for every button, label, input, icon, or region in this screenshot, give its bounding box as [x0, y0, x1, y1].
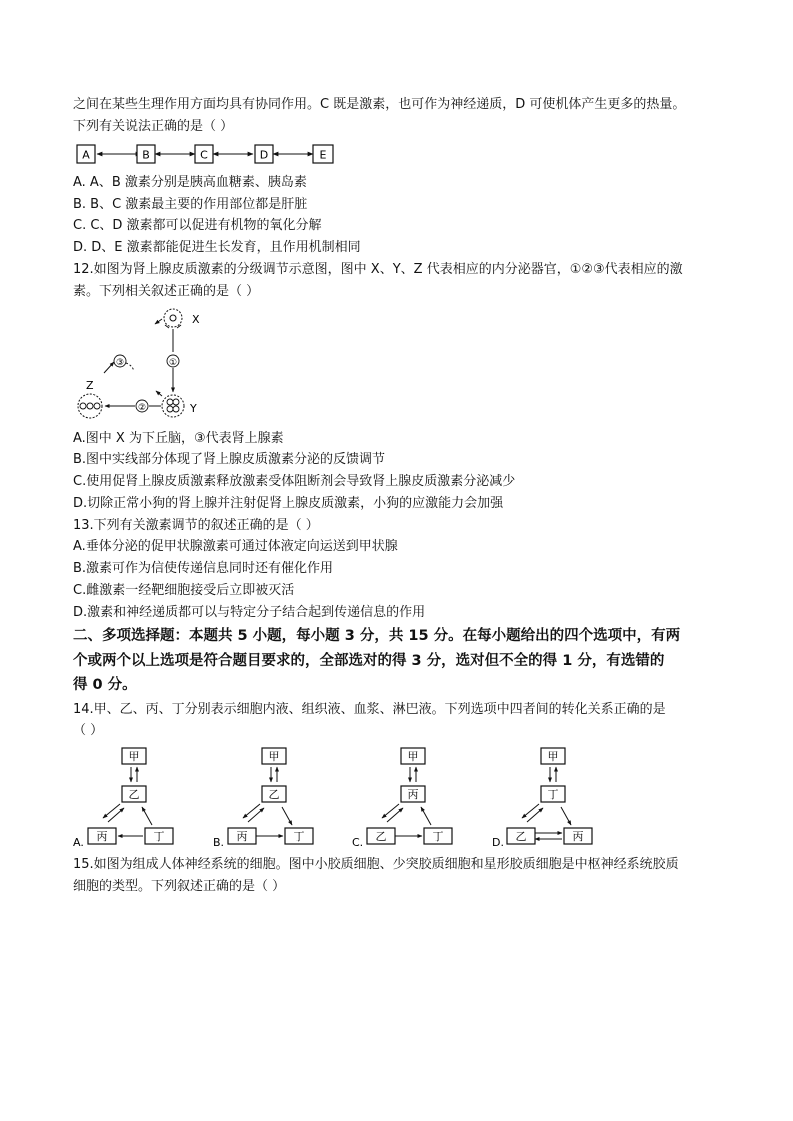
gland-x-label: X [192, 313, 200, 326]
label-mid: 乙 [268, 788, 280, 801]
chain-label-d: D [259, 148, 269, 162]
gland-y-label: Y [190, 402, 197, 415]
q12-stem-line1: 12.如图为肾上腺皮质激素的分级调节示意图，图中 X、Y、Z 代表相应的内分泌器官，①②③代表相应的激 [73, 262, 683, 277]
z-to-hormone3-arrow [104, 362, 114, 373]
label-top: 甲 [407, 750, 419, 763]
q12-stem-line2: 素。下列相关叙述正确的是（ ） [73, 284, 260, 299]
q14-diagram-d [492, 745, 622, 850]
mid-to-right-arrow [282, 807, 292, 825]
q14-diagram-a [73, 745, 203, 850]
chain-label-c: C [200, 148, 208, 162]
mid-to-left-arrow [243, 804, 260, 818]
right-to-mid-arrow [142, 807, 152, 825]
option-letter: C. [352, 836, 364, 849]
mid-to-right-arrow [561, 807, 571, 825]
label-right: 丁 [432, 830, 444, 843]
q11-option-b: B. B、C 激素最主要的作用部位都是肝脏 [73, 197, 308, 212]
label-right: 丁 [293, 830, 305, 843]
label-mid: 乙 [128, 788, 140, 801]
q14-stem-line1: 14.甲、乙、丙、丁分别表示细胞内液、组织液、血浆、淋巴液。下列选项中四者间的转化关系正确的是 [73, 702, 666, 717]
q11-hormone-chain-diagram [75, 144, 345, 168]
label-mid: 丙 [407, 788, 419, 801]
left-to-mid-arrow [248, 808, 264, 822]
section2-heading-line1: 二、多项选择题：本题共 5 小题，每小题 3 分，共 15 分。在每小题给出的四个选项中，有两 [73, 628, 681, 644]
q12-option-c: C.使用促肾上腺皮质激素释放激素受体阻断剂会导致肾上腺皮质激素分泌减少 [73, 474, 516, 489]
hormone2-label: ② [137, 403, 147, 413]
q14-diagram-b [213, 745, 343, 850]
q12-option-b: B.图中实线部分体现了肾上腺皮质激素分泌的反馈调节 [73, 452, 386, 467]
q11-stem-line2: 下列有关说法正确的是（ ） [73, 119, 234, 134]
section2-heading-line2: 个或两个以上选项是符合题目要求的，全部选对的得 3 分，选对但不全的得 1 分，有选错的 [73, 653, 665, 669]
q12-option-a: A.图中 X 为下丘脑，③代表肾上腺素 [73, 431, 284, 446]
chain-label-a: A [82, 148, 90, 162]
label-right: 丁 [153, 830, 165, 843]
label-left: 丙 [236, 830, 248, 843]
hormone3-label: ③ [115, 358, 125, 368]
q11-stem-line1: 之间在某些生理作用方面均具有协同作用。C 既是激素，也可作为神经递质，D 可使机体产生更多的热量。 [73, 97, 686, 112]
hormone3-dashed-feedback [126, 363, 134, 371]
gland-x-icon [164, 309, 182, 328]
q14-stem-line2: （ ） [73, 723, 104, 738]
q11-option-d: D. D、E 激素都能促进生长发育，且作用机制相同 [73, 240, 361, 255]
left-to-mid-arrow [108, 808, 124, 822]
label-top: 甲 [547, 750, 559, 763]
left-to-mid-arrow [387, 808, 403, 822]
label-mid: 丁 [547, 788, 559, 801]
x-out-arrow [155, 319, 162, 324]
left-to-mid-arrow [527, 808, 543, 822]
gland-y-icon [162, 395, 184, 417]
mid-to-left-arrow [103, 804, 120, 818]
q13-option-d: D.激素和神经递质都可以与特定分子结合起到传递信息的作用 [73, 605, 426, 620]
q12-option-d: D.切除正常小狗的肾上腺并注射促肾上腺皮质激素，小狗的应激能力会加强 [73, 496, 504, 511]
gland-z-icon [78, 394, 102, 418]
y-out-arrow [156, 391, 162, 396]
label-top: 甲 [128, 750, 140, 763]
q13-option-b: B.激素可作为信使传递信息同时还有催化作用 [73, 561, 334, 576]
q11-option-a: A. A、B 激素分别是胰高血糖素、胰岛素 [73, 175, 307, 190]
chain-label-e: E [319, 148, 327, 162]
q13-option-a: A.垂体分泌的促甲状腺激素可通过体液定向运送到甲状腺 [73, 539, 398, 554]
mid-to-left-arrow [522, 804, 539, 818]
mid-to-left-arrow [382, 804, 399, 818]
q14-diagram-c [352, 745, 482, 850]
q13-option-c: C.雌激素一经靶细胞接受后立即被灭活 [73, 583, 295, 598]
option-letter: A. [73, 836, 84, 849]
q12-regulation-diagram [70, 305, 220, 425]
q15-stem-line1: 15.如图为组成人体神经系统的细胞。图中小胶质细胞、少突胶质细胞和星形胶质细胞是中枢神经系统胶质 [73, 857, 679, 872]
option-letter: B. [213, 836, 225, 849]
option-letter: D. [492, 836, 504, 849]
label-top: 甲 [268, 750, 280, 763]
q11-option-c: C. C、D 激素都可以促进有机物的氧化分解 [73, 218, 322, 233]
chain-label-b: B [142, 148, 150, 162]
label-right: 丙 [572, 830, 584, 843]
hormone1-label: ① [168, 358, 178, 368]
label-left: 乙 [375, 830, 387, 843]
gland-z-label: Z [86, 379, 94, 392]
right-to-mid-arrow [421, 807, 431, 825]
section2-heading-line3: 得 0 分。 [73, 677, 137, 693]
label-left: 丙 [96, 830, 108, 843]
q15-stem-line2: 细胞的类型。下列叙述正确的是（ ） [73, 879, 286, 894]
label-left: 乙 [515, 830, 527, 843]
q13-stem: 13.下列有关激素调节的叙述正确的是（ ） [73, 518, 319, 533]
